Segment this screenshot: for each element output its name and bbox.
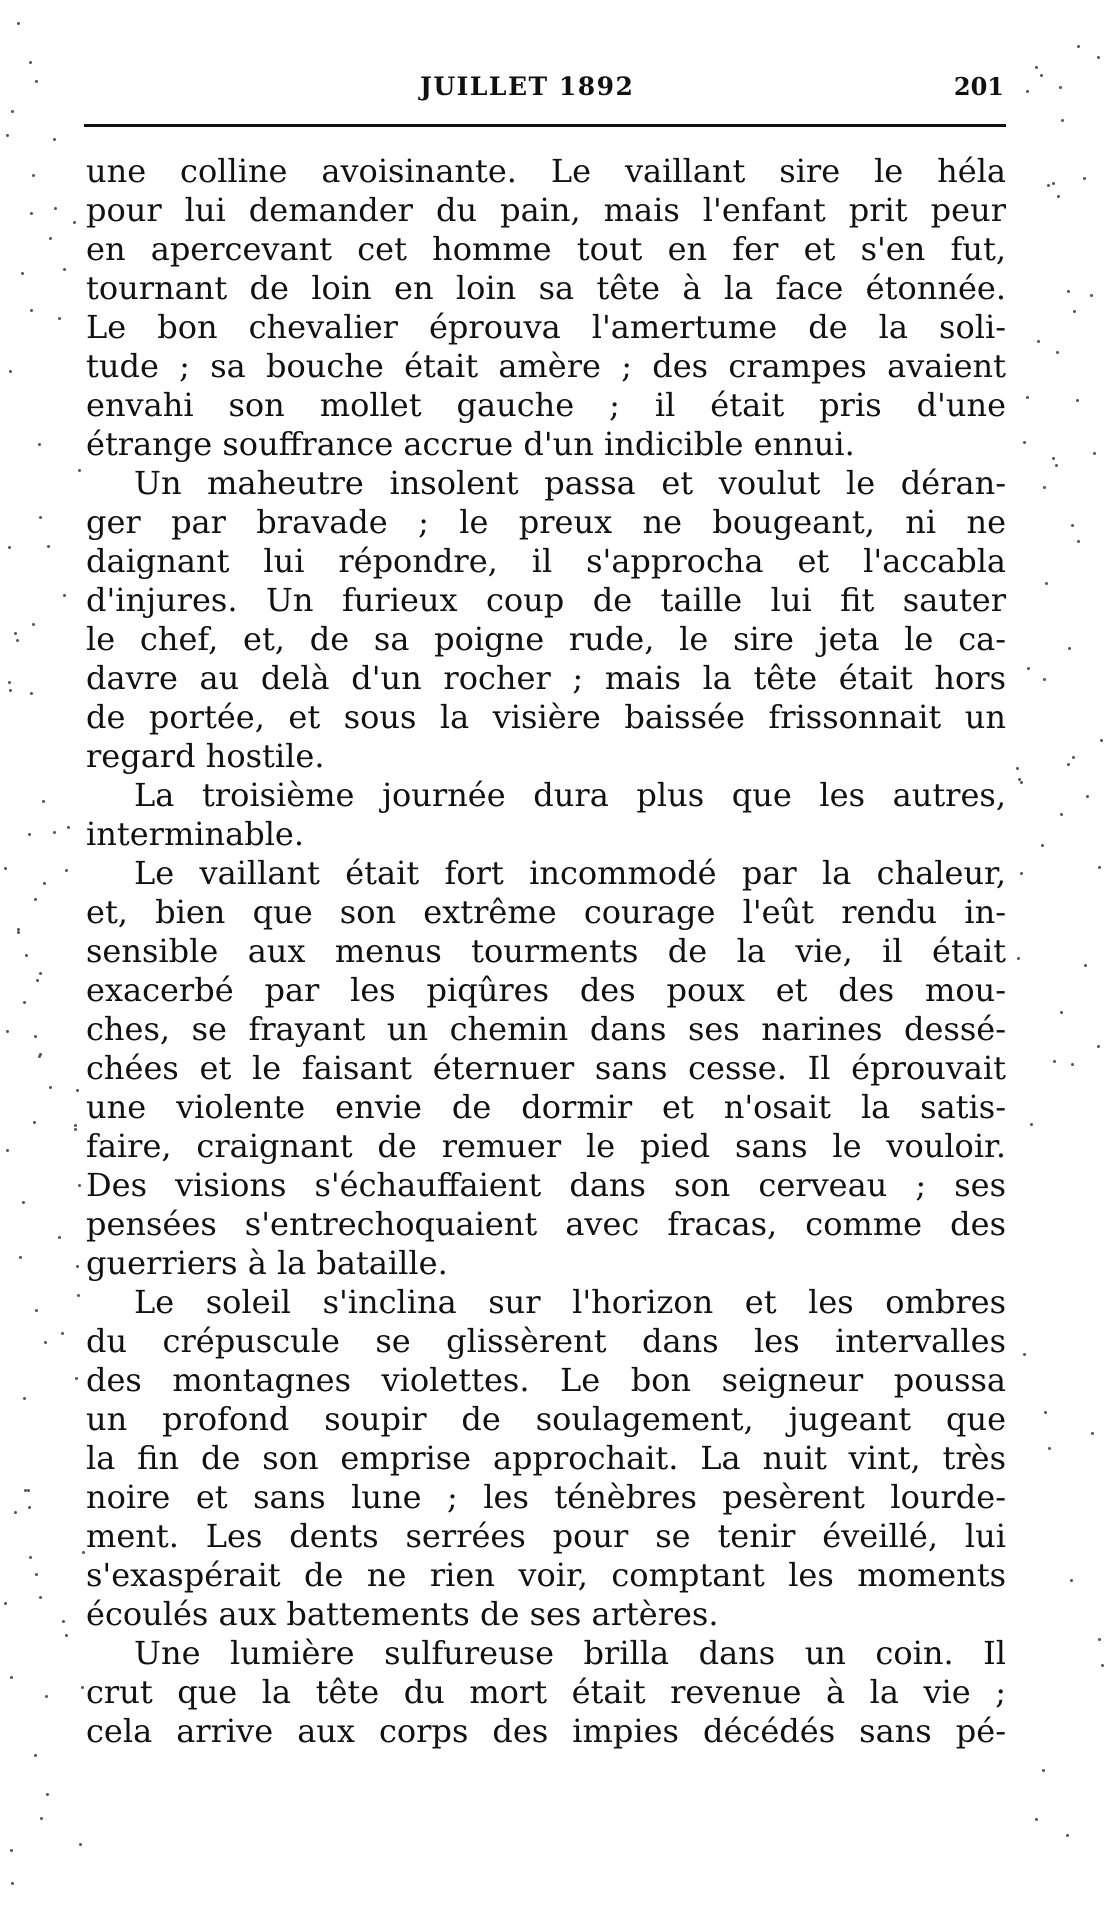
speck <box>28 833 31 836</box>
speck <box>53 831 56 834</box>
speck <box>42 800 45 803</box>
speck <box>39 972 42 975</box>
speck <box>1061 119 1064 122</box>
speck <box>8 546 11 549</box>
speck <box>1042 1769 1045 1772</box>
speck <box>1077 45 1080 48</box>
speck <box>78 469 81 472</box>
speck <box>33 1121 36 1124</box>
text-line: cela arrive aux corps des impies décédés sans pé- <box>86 1712 1006 1750</box>
speck <box>1077 540 1080 543</box>
text-line: tude ; sa bouche était amère ; des crampes avaient <box>86 347 1006 385</box>
speck <box>1043 486 1046 489</box>
speck <box>1071 1063 1074 1066</box>
speck <box>53 138 56 141</box>
speck <box>1097 1045 1100 1048</box>
text-line: sensible aux menus tourments de la vie, il était <box>86 932 1006 970</box>
text-line: Des visions s'échauffaient dans son cerveau ; ses <box>86 1166 1006 1204</box>
speck <box>16 639 19 642</box>
speck <box>17 928 20 931</box>
text-line: un profond soupir de soulagement, jugeant que <box>86 1400 1006 1438</box>
speck <box>38 443 41 446</box>
speck <box>67 826 70 829</box>
speck <box>1071 524 1074 527</box>
speck <box>61 1332 64 1335</box>
text-line: étrange souffrance accrue d'un indicible ennui. <box>86 425 855 463</box>
speck <box>1026 396 1029 399</box>
speck <box>44 1341 47 1344</box>
text-line: des montagnes violettes. Le bon seigneur poussa <box>86 1361 1006 1399</box>
speck <box>30 212 33 215</box>
text-line: Le soleil s'inclina sur l'horizon et les ombres <box>134 1283 1006 1321</box>
speck <box>81 1686 84 1689</box>
text-line: Un maheutre insolent passa et voulut le déran- <box>134 464 1006 502</box>
speck <box>1066 1834 1069 1837</box>
speck <box>46 1793 49 1796</box>
speck <box>17 22 20 25</box>
text-line: tournant de loin en loin sa tête à la face étonnée. <box>86 269 1006 307</box>
speck <box>1083 177 1086 180</box>
speck <box>49 237 52 240</box>
text-line: interminable. <box>86 815 305 853</box>
speck <box>1057 195 1060 198</box>
speck <box>1026 90 1029 93</box>
speck <box>35 1309 38 1312</box>
text-line: ches, se frayant un chemin dans ses narines dessé- <box>86 1010 1006 1048</box>
speck <box>1073 310 1076 313</box>
speck <box>1098 1638 1101 1641</box>
speck <box>65 869 68 872</box>
speck <box>1055 464 1058 467</box>
text-line: Le bon chevalier éprouva l'amertume de la soli- <box>86 308 1006 346</box>
text-line: d'injures. Un furieux coup de taille lui fit sauter <box>86 581 1006 619</box>
speck <box>1052 182 1055 185</box>
speck <box>74 1128 77 1131</box>
text-line: guerriers à la bataille. <box>86 1244 448 1282</box>
speck <box>47 545 50 548</box>
page-number: 201 <box>953 72 1004 101</box>
speck <box>1035 1818 1038 1821</box>
text-line: davre au delà d'un rocher ; mais la tête était hors <box>86 659 1006 697</box>
speck <box>1076 399 1079 402</box>
text-line: ment. Les dents serrées pour se tenir éveillé, lui <box>86 1517 1006 1555</box>
running-title: JUILLET 1892 <box>420 72 635 101</box>
speck <box>8 681 11 684</box>
speck <box>1045 582 1048 585</box>
speck <box>39 1596 42 1599</box>
speck <box>35 80 38 83</box>
speck <box>1072 756 1075 759</box>
text-line: regard hostile. <box>86 737 325 775</box>
speck <box>74 1124 77 1127</box>
speck <box>49 1086 52 1089</box>
speck <box>58 1236 61 1239</box>
speck <box>39 1053 42 1056</box>
speck <box>75 1377 78 1380</box>
header-rule <box>84 124 1006 127</box>
speck <box>1056 351 1059 354</box>
speck <box>30 692 33 695</box>
speck <box>34 1754 37 1757</box>
speck <box>1091 1432 1094 1435</box>
speck <box>29 61 32 64</box>
speck <box>27 1489 30 1492</box>
text-line: pensées s'entrechoquaient avec fracas, comme des <box>86 1205 1006 1243</box>
speck <box>6 134 9 137</box>
speck <box>79 1843 82 1846</box>
speck <box>1016 767 1019 770</box>
text-line: faire, craignant de remuer le pied sans le vouloir. <box>86 1127 1006 1165</box>
speck <box>62 1620 65 1623</box>
speck <box>23 1001 26 1004</box>
text-line: chées et le faisant éternuer sans cesse. Il éprouvait <box>86 1049 1006 1087</box>
text-line: daignant lui répondre, il s'approcha et l'accabla <box>86 542 1006 580</box>
speck <box>1097 56 1100 59</box>
speck <box>36 979 39 982</box>
text-line: crut que la tête du mort était revenue à la vie ; <box>86 1673 1006 1711</box>
text-line: noire et sans lune ; les ténèbres pesèrent lourde- <box>86 1478 1006 1516</box>
speck <box>24 1489 27 1492</box>
text-line: ger par bravade ; le preux ne bougeant, ni ne <box>86 503 1006 541</box>
speck <box>39 516 42 519</box>
speck <box>10 1849 13 1852</box>
speck <box>65 1634 68 1637</box>
speck <box>1086 795 1089 798</box>
text-line: le chef, et, de sa poigne rude, le sire jeta le ca- <box>86 620 1006 658</box>
text-line: pour lui demander du pain, mais l'enfant prit peur <box>86 191 1006 229</box>
speck <box>78 1184 81 1187</box>
speck <box>1060 813 1063 816</box>
speck <box>4 867 7 870</box>
speck <box>9 689 12 692</box>
speck <box>1100 739 1103 742</box>
speck <box>45 1695 48 1698</box>
speck <box>4 1602 7 1605</box>
speck <box>1037 340 1040 343</box>
speck <box>6 1030 9 1033</box>
speck <box>58 317 61 320</box>
speck <box>1020 872 1023 875</box>
speck <box>76 1265 79 1268</box>
speck <box>25 954 28 957</box>
speck <box>1067 763 1070 766</box>
speck <box>10 1676 13 1679</box>
speck <box>77 1294 80 1297</box>
speck <box>1041 844 1044 847</box>
text-line: de portée, et sous la visière baissée frissonnait un <box>86 698 1006 736</box>
speck <box>14 632 17 635</box>
speck <box>1053 1060 1056 1063</box>
text-line: et, bien que son extrême courage l'eût rendu in- <box>86 893 1006 931</box>
speck <box>1098 866 1101 869</box>
speck <box>22 1201 25 1204</box>
text-line: du crépuscule se glissèrent dans les intervalles <box>86 1322 1006 1360</box>
speck <box>82 1551 85 1554</box>
speck <box>63 594 66 597</box>
text-line: en apercevant cet homme tout en fer et s'en fut, <box>86 230 1006 268</box>
text-line: exacerbé par les piqûres des poux et des mou- <box>86 971 1006 1009</box>
speck <box>6 1149 9 1152</box>
speck <box>1030 1123 1033 1126</box>
speck <box>54 207 57 210</box>
speck <box>35 1573 38 1576</box>
speck <box>17 931 20 934</box>
speck <box>34 1035 37 1038</box>
body-text <box>86 152 1006 1751</box>
speck <box>34 898 37 901</box>
text-line: envahi son mollet gauche ; il était pris d'une <box>86 386 1006 424</box>
speck <box>1047 184 1050 187</box>
speck <box>1101 1664 1104 1667</box>
speck <box>1059 86 1062 89</box>
speck <box>1093 452 1096 455</box>
speck <box>1035 66 1038 69</box>
text-line: Le vaillant était fort incommodé par la chaleur, <box>134 854 1006 892</box>
speck <box>76 1089 79 1092</box>
speck <box>32 174 35 177</box>
speck <box>73 221 76 224</box>
speck <box>32 623 35 626</box>
speck <box>1043 678 1046 681</box>
page-header <box>90 72 1004 112</box>
speck <box>14 1511 17 1514</box>
text-line: une colline avoisinante. Le vaillant sire le héla <box>86 152 1006 190</box>
speck <box>1084 964 1087 967</box>
speck <box>43 882 46 885</box>
speck <box>19 1256 22 1259</box>
text-line: Une lumière sulfureuse brilla dans un coin. Il <box>134 1634 1006 1672</box>
speck <box>1020 781 1023 784</box>
speck <box>1060 1011 1063 1014</box>
speck <box>63 268 66 271</box>
speck <box>29 1556 32 1559</box>
speck <box>28 1506 31 1509</box>
speck <box>1070 1579 1073 1582</box>
text-line: La troisième journée dura plus que les autres, <box>134 776 1006 814</box>
text-line: la fin de son emprise approchait. La nuit vint, très <box>86 1439 1006 1477</box>
speck <box>30 309 33 312</box>
speck <box>1044 1411 1047 1414</box>
speck <box>21 272 24 275</box>
speck <box>23 1397 26 1400</box>
speck <box>9 370 12 373</box>
speck <box>1023 441 1026 444</box>
speck <box>11 1882 14 1885</box>
speck <box>1067 290 1070 293</box>
text-line: écoulés aux battements de ses artères. <box>86 1595 719 1633</box>
speck <box>1017 957 1020 960</box>
speck <box>1090 294 1093 297</box>
speck <box>1023 1353 1026 1356</box>
speck <box>40 1817 43 1820</box>
speck <box>1068 647 1071 650</box>
text-line: une violente envie de dormir et n'osait la satis- <box>86 1088 1006 1126</box>
speck <box>1027 667 1030 670</box>
speck <box>11 110 14 113</box>
speck <box>1040 74 1043 77</box>
text-line: s'exaspérait de ne rien voir, comptant les moments <box>86 1556 1006 1594</box>
speck <box>1052 457 1055 460</box>
speck <box>1048 1447 1051 1450</box>
